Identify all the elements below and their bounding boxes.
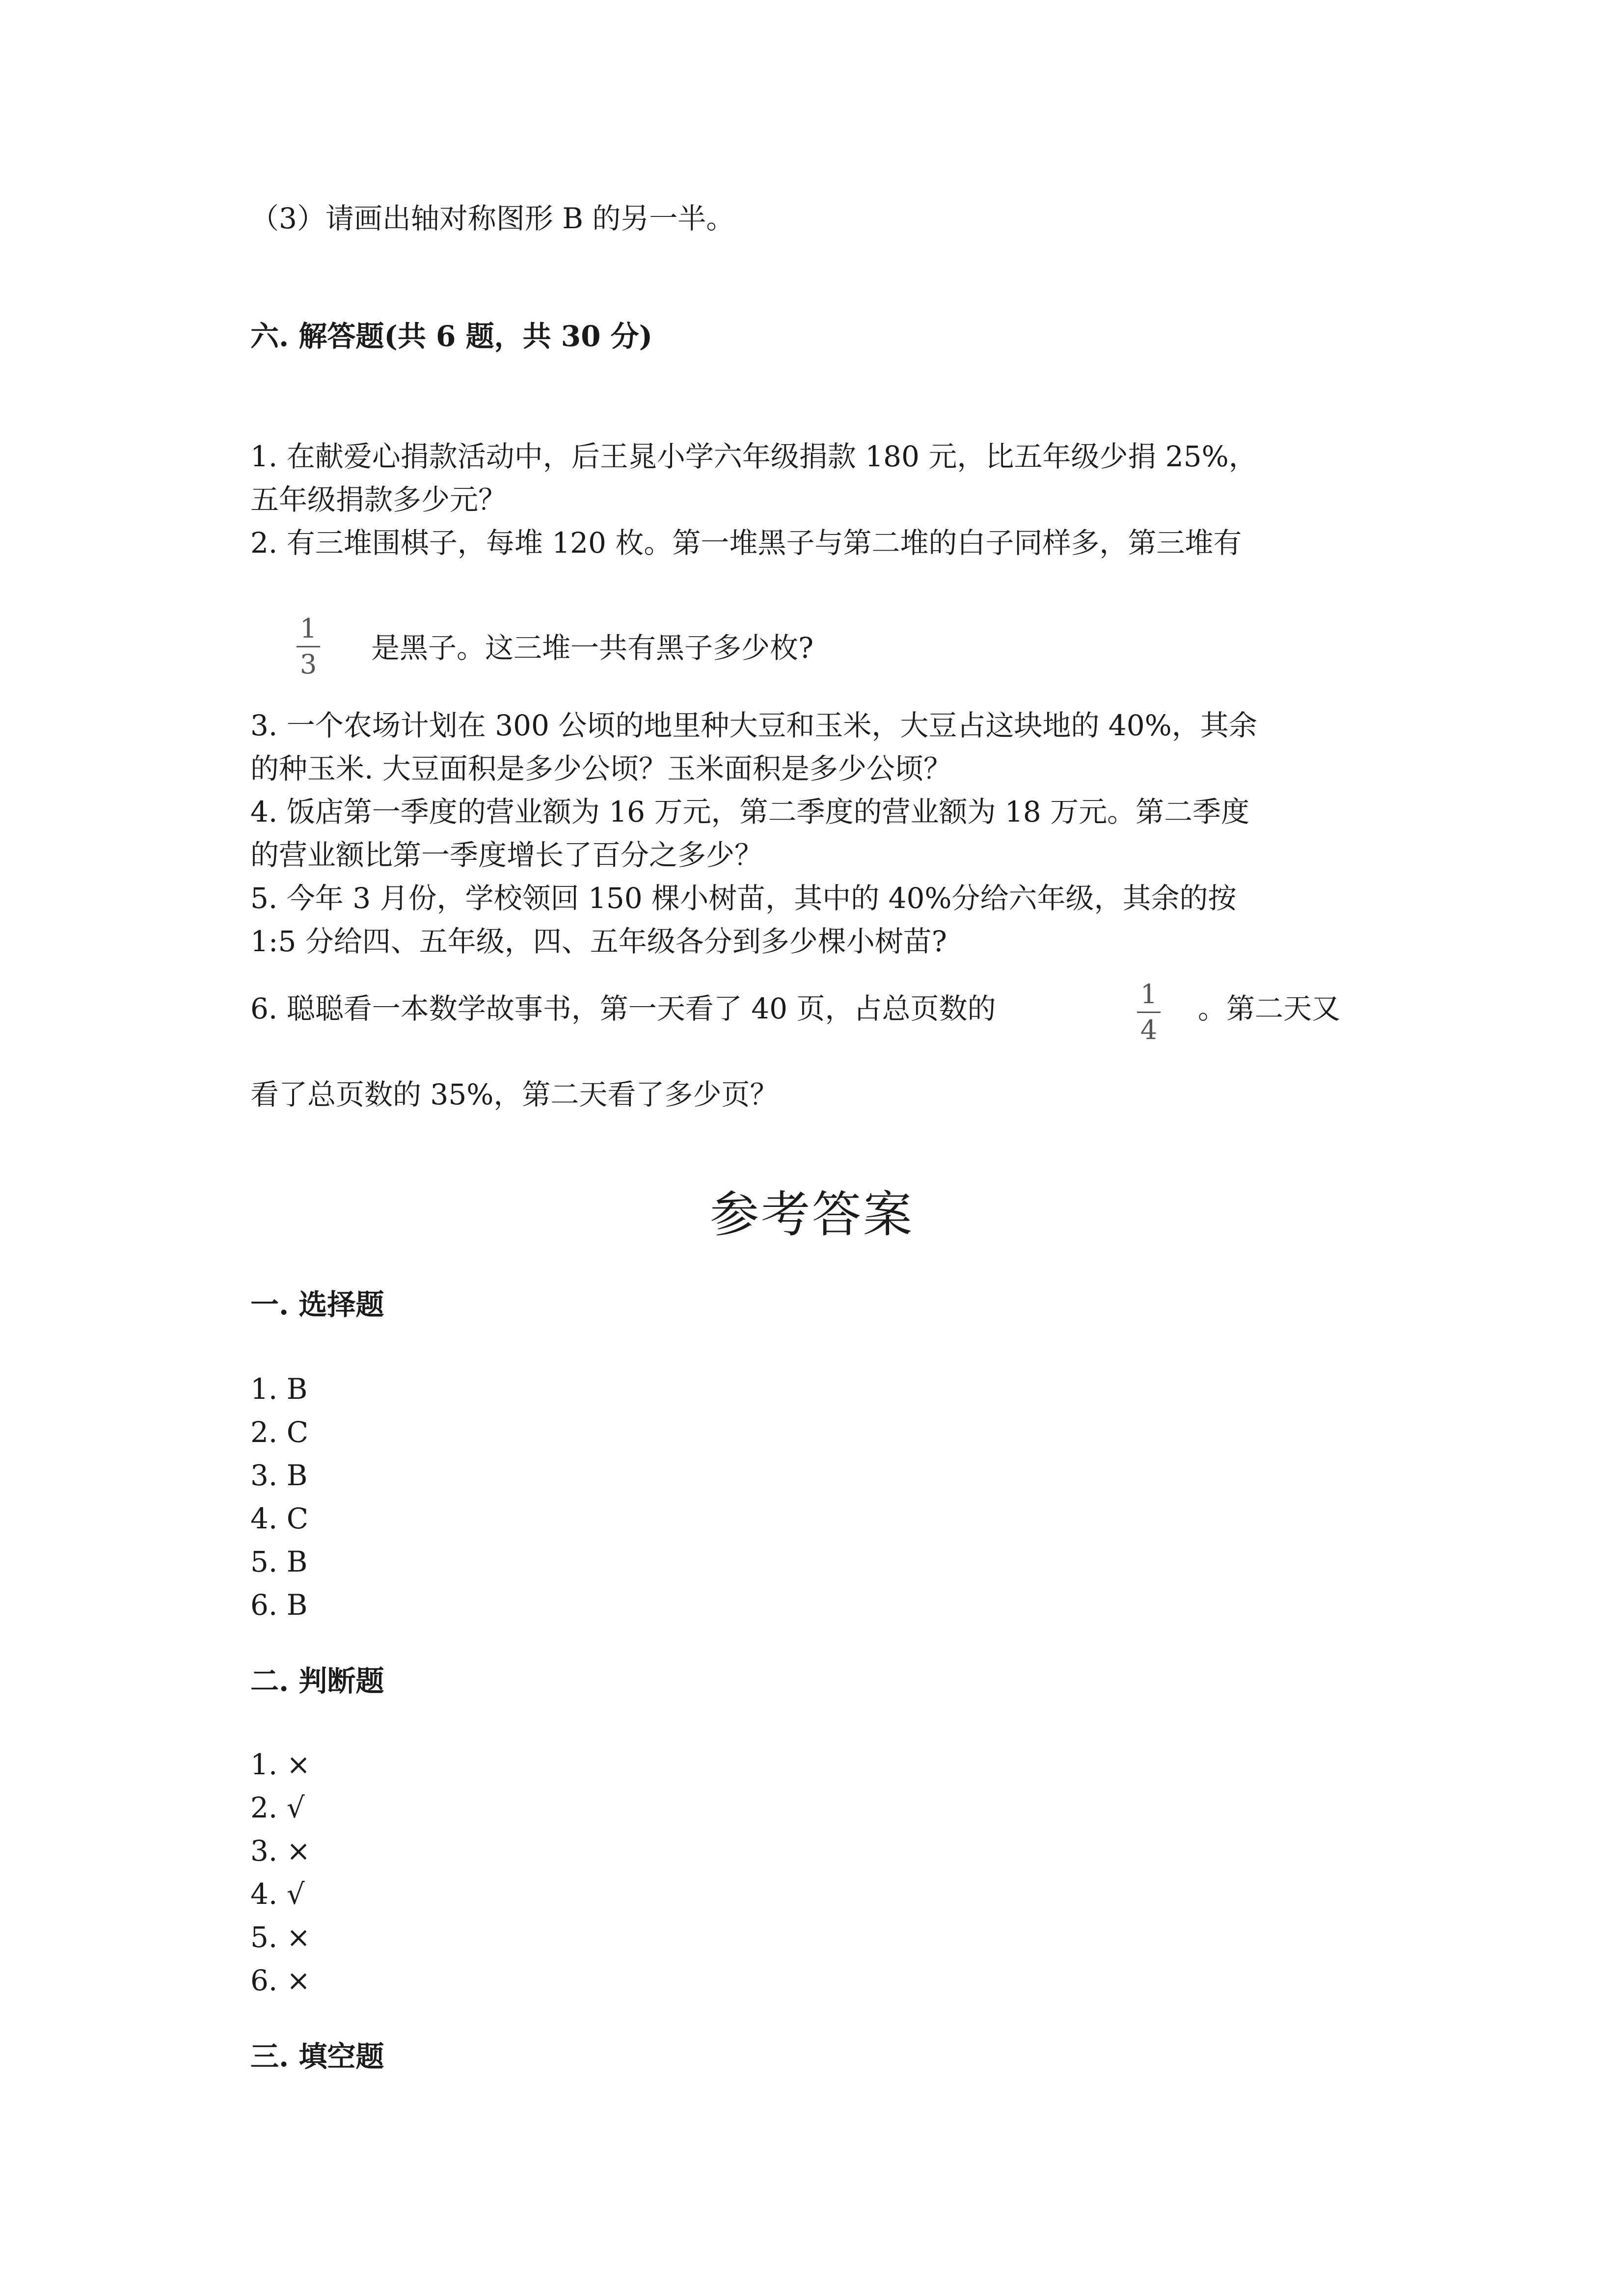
answers-section-3-title: 三. 填空题 bbox=[250, 2040, 384, 2073]
q2-fraction-denominator: 3 bbox=[299, 649, 317, 680]
q6-fraction-numerator: 1 bbox=[1140, 979, 1158, 1010]
answer-item: 3. × bbox=[250, 1834, 311, 1868]
answers-section-1-title: 一. 选择题 bbox=[250, 1288, 384, 1321]
q6-line1-part2: 。第二天又 bbox=[1198, 992, 1341, 1025]
answer-item: 5. × bbox=[250, 1921, 311, 1954]
answers-section-2-title: 二. 判断题 bbox=[250, 1664, 384, 1698]
answer-item: 2. C bbox=[250, 1415, 309, 1449]
answer-item: 2. √ bbox=[250, 1791, 305, 1824]
answer-item: 5. B bbox=[250, 1545, 308, 1578]
q1-line2: 五年级捐款多少元？ bbox=[250, 483, 507, 516]
q4-line2: 的营业额比第一季度增长了百分之多少？ bbox=[250, 838, 763, 872]
q2-line1: 2. 有三堆围棋子，每堆 120 枚。第一堆黑子与第二堆的白子同样多，第三堆有 bbox=[250, 526, 1242, 560]
q5-line1: 5. 今年 3 月份，学校领回 150 棵小树苗，其中的 40%分给六年级，其余的按 bbox=[250, 881, 1237, 915]
answer-item: 4. √ bbox=[250, 1877, 305, 1911]
q2-fraction-bar bbox=[297, 646, 320, 647]
question-3-subpart: （3）请画出轴对称图形 B 的另一半。 bbox=[250, 202, 735, 235]
q6-fraction bbox=[1134, 979, 1164, 1045]
q6-line2: 看了总页数的 35%，第二天看了多少页？ bbox=[250, 1078, 779, 1111]
answers-title: 参考答案 bbox=[710, 1186, 914, 1243]
answer-item: 6. × bbox=[250, 1964, 311, 1997]
q3-line2: 的种玉米. 大豆面积是多少公顷？玉米面积是多少公顷？ bbox=[250, 752, 952, 785]
q4-line1: 4. 饭店第一季度的营业额为 16 万元，第二季度的营业额为 18 万元。第二季度 bbox=[250, 795, 1250, 828]
q2-fraction bbox=[294, 614, 323, 680]
answer-item: 4. C bbox=[250, 1502, 309, 1535]
answer-item: 1. × bbox=[250, 1748, 311, 1781]
answer-item: 3. B bbox=[250, 1459, 308, 1492]
q6-line1-part1: 6. 聪聪看一本数学故事书，第一天看了 40 页，占总页数的 bbox=[250, 992, 996, 1025]
q3-line1: 3. 一个农场计划在 300 公顷的地里种大豆和玉米，大豆占这块地的 40%，其余 bbox=[250, 709, 1257, 742]
q2-fraction-numerator: 1 bbox=[299, 613, 317, 644]
q6-fraction-bar bbox=[1137, 1012, 1161, 1013]
q1-line1: 1. 在献爱心捐款活动中，后王晁小学六年级捐款 180 元，比五年级少捐 25%， bbox=[250, 440, 1257, 473]
section-6-title: 六. 解答题(共 6 题，共 30 分) bbox=[250, 320, 653, 353]
q5-line2: 1:5 分给四、五年级，四、五年级各分到多少棵小树苗? bbox=[250, 925, 947, 958]
q2-line2: 是黑子。这三堆一共有黑子多少枚? bbox=[371, 631, 814, 665]
q6-fraction-denominator: 4 bbox=[1140, 1015, 1158, 1045]
answer-item: 6. B bbox=[250, 1588, 308, 1622]
answer-item: 1. B bbox=[250, 1372, 308, 1406]
